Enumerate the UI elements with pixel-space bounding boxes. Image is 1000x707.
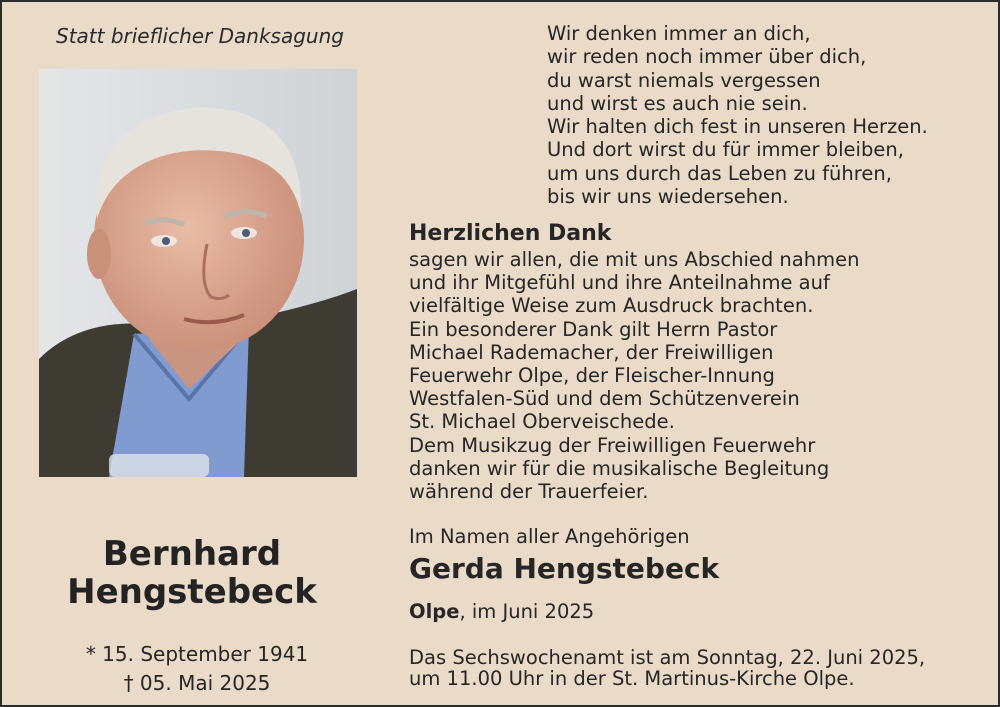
thanks-line: vielfältige Weise zum Ausdruck brachten. bbox=[409, 294, 814, 318]
thanks-line: Ein besonderer Dank gilt Herrn Pastor bbox=[409, 317, 778, 341]
thanks-line: während der Trauerfeier. bbox=[409, 480, 649, 504]
thanks-heading: Herzlichen Dank bbox=[409, 221, 612, 246]
poem-line: Wir halten dich fest in unseren Herzen. bbox=[547, 115, 928, 139]
thanks-line: Westfalen-Süd und dem Schützenverein bbox=[409, 387, 800, 411]
thanks-text bbox=[409, 248, 859, 503]
poem bbox=[547, 22, 928, 208]
thanks-line: und ihr Mitgefühl und ihre Anteilnahme auf bbox=[409, 271, 830, 295]
poem-line: du warst niemals vergessen bbox=[547, 68, 821, 92]
deceased-last-name: Hengstebeck bbox=[67, 572, 317, 612]
thanks-line: sagen wir allen, die mit uns Abschied nahmen bbox=[409, 248, 860, 271]
thanks-line: Michael Rademacher, der Freiwilligen bbox=[409, 340, 774, 364]
deceased-first-name: Bernhard bbox=[102, 534, 282, 574]
place-name: Olpe bbox=[409, 600, 460, 623]
poem-line: Und dort wirst du für immer bleiben, bbox=[547, 138, 904, 162]
notice-subtitle: Statt brieflicher Danksagung bbox=[56, 24, 344, 48]
place-date bbox=[409, 600, 594, 623]
birth-date: * 15. September 1941 bbox=[85, 642, 309, 666]
notice-date: , im Juni 2025 bbox=[459, 600, 595, 623]
poem-line: um uns durch das Leben zu führen, bbox=[547, 161, 892, 185]
thanks-line: St. Michael Oberveischede. bbox=[409, 410, 675, 434]
death-date: † 05. Mai 2025 bbox=[123, 671, 271, 695]
signer-name: Gerda Hengstebeck bbox=[409, 552, 720, 585]
life-dates bbox=[47, 640, 347, 698]
service-line: Das Sechswochenamt ist am Sonntag, 22. Juni 2025, bbox=[409, 646, 926, 669]
poem-line: wir reden noch immer über dich, bbox=[547, 45, 867, 69]
poem-line: bis wir uns wiedersehen. bbox=[547, 185, 789, 209]
deceased-name bbox=[42, 535, 342, 611]
thanks-line: Dem Musikzug der Freiwilligen Feuerwehr bbox=[409, 433, 816, 457]
poem-line: Wir denken immer an dich, bbox=[547, 22, 811, 45]
poem-line: und wirst es auch nie sein. bbox=[547, 91, 808, 115]
thanks-line: Feuerwehr Olpe, der Fleischer-Innung bbox=[409, 364, 775, 388]
service-notice bbox=[409, 647, 925, 689]
thanks-line: danken wir für die musikalische Begleitung bbox=[409, 456, 830, 480]
on-behalf-text: Im Namen aller Angehörigen bbox=[409, 525, 690, 548]
portrait-illustration bbox=[39, 69, 357, 477]
portrait-photo bbox=[39, 69, 357, 477]
service-line: um 11.00 Uhr in der St. Martinus-Kirche Olpe. bbox=[409, 667, 855, 690]
